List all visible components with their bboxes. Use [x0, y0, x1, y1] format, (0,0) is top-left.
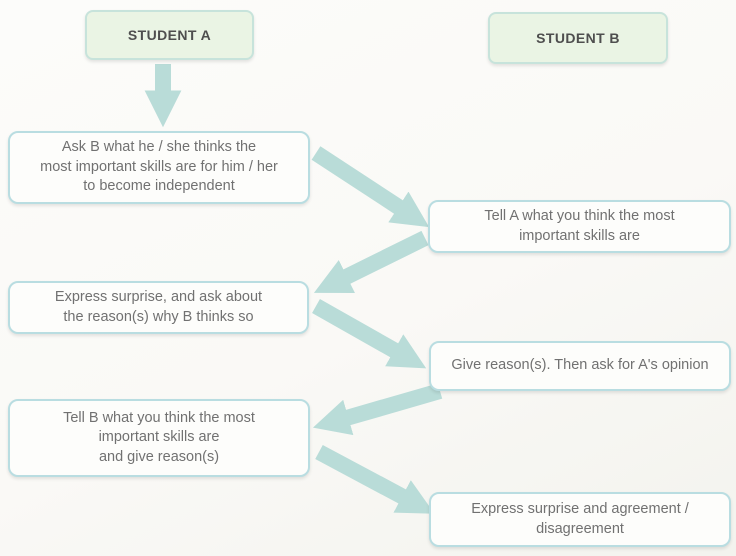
step-1-line: Ask B what he / she thinks the [61, 139, 257, 156]
step-5-line: important skills are [98, 429, 220, 446]
step-2-line: important skills are [519, 227, 640, 244]
step-box-6-express-agreement [429, 492, 731, 547]
student-b-label: STUDENT B [536, 30, 620, 46]
arrow-step4-to-step5-icon [343, 391, 440, 419]
step-box-1-ask-b [8, 131, 310, 204]
step-4-line: Give reason(s). Then ask for A's opinion [451, 357, 709, 374]
step-6-line: disagreement [536, 520, 624, 537]
step-box-4-give-reasons [429, 341, 731, 391]
student-b-header [488, 12, 668, 64]
step-6-line: Express surprise and agreement / [471, 500, 689, 517]
arrow-step1-to-step2-icon [316, 153, 403, 210]
student-a-header [85, 10, 254, 60]
arrow-step2-to-step3-icon [342, 238, 425, 279]
arrow-step3-to-step4-icon [316, 306, 399, 353]
student-a-label: STUDENT A [127, 27, 212, 43]
arrow-step5-to-step6-icon [319, 452, 407, 499]
step-5-line: and give reason(s) [98, 448, 220, 465]
step-3-line: the reason(s) why B thinks so [63, 308, 254, 325]
step-box-5-tell-b [8, 399, 310, 477]
step-box-2-tell-a [428, 200, 731, 253]
step-1-line: to become independent [83, 178, 235, 195]
step-2-line: Tell A what you think the most [484, 207, 675, 224]
step-box-3-express-surprise [8, 281, 309, 334]
step-1-line: most important skills are for him / her [40, 158, 278, 175]
step-5-line: Tell B what you think the most [63, 409, 255, 426]
step-3-line: Express surprise, and ask about [54, 288, 263, 305]
